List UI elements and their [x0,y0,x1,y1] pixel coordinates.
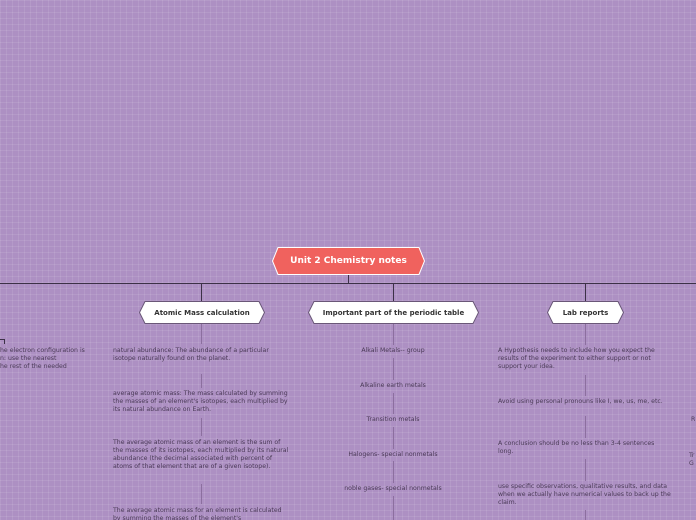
note-alkali-metals[interactable]: Alkali Metals-- group [361,347,425,354]
right-partial-fragment-2[interactable]: Tr [689,452,695,459]
note-average-atomic-mass-sum[interactable]: The average atomic mass of an element is the sum of the masses of its isotopes, each multiplied by its natural abundance (the decimal associated with percent of atoms of that element that are of a given isotope). [113,439,289,470]
root-node-label[interactable]: Unit 2 Chemistry notes [290,256,407,266]
right-partial-fragment-1[interactable]: R [691,416,696,423]
left-partial-line-1[interactable]: he electron configuration is [0,347,85,354]
left-partial-line-2[interactable]: n: use the nearest [0,355,57,362]
note-halogens[interactable]: Halogens- special nonmetals [348,451,438,458]
note-conclusion-length[interactable]: A conclusion should be no less than 3-4 sentences long. [498,440,655,455]
note-specific-observations[interactable]: use specific observations, qualitative results, and data when we actually have numerical values to back up the claim. [498,483,671,506]
right-partial-fragment-3[interactable]: G [689,460,694,467]
note-natural-abundance[interactable]: natural abundance: The abundance of a particular isotope naturally found on the planet. [113,347,269,362]
topic-label-lab-reports[interactable]: Lab reports [562,308,609,317]
note-hypothesis[interactable]: A Hypothesis needs to include how you expect the results of the experiment to either support or not support your idea. [498,347,655,370]
note-transition-metals[interactable]: Transition metals [366,416,420,423]
topic-label-periodic-table[interactable]: Important part of the periodic table [322,308,465,317]
note-average-atomic-mass[interactable]: average atomic mass: The mass calculated by summing the masses of an element's isotopes, each multiplied by its natural abundance on Earth. [113,390,288,413]
topic-label-atomic-mass[interactable]: Atomic Mass calculation [154,308,250,317]
note-average-atomic-mass-calc[interactable]: The average atomic mass for an element is calculated by summing the masses of the element's [113,507,282,520]
left-partial-line-3[interactable]: he rest of the needed [0,363,67,370]
note-alkaline-earth-metals[interactable]: Alkaline earth metals [360,382,426,389]
note-personal-pronouns[interactable]: Avoid using personal pronouns like I, we, us, me, etc. [498,398,663,405]
note-noble-gases[interactable]: noble gases- special nonmetals [344,485,442,492]
